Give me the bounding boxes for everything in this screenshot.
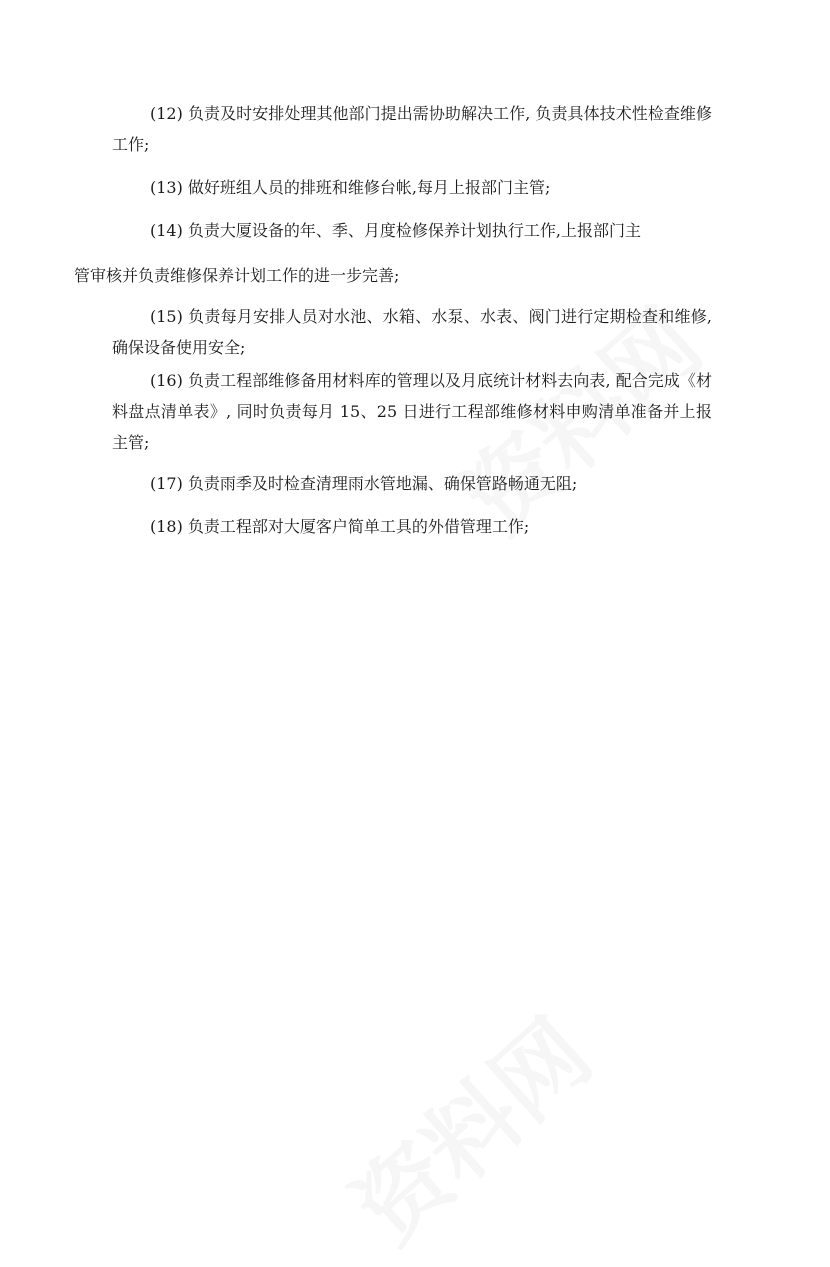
paragraph-15: (15) 负责每月安排人员对水池、水箱、水泵、水表、阀门进行定期检查和维修,确保设备使用安全; — [112, 307, 712, 357]
paragraph-14 — [74, 215, 712, 291]
paragraph-16: (16) 负责工程部维修备用材料库的管理以及月底统计材料去向表, 配合完成《材料盘点清单表》, 同时负责每月 15、25 日进行工程部维修材料申购清单准备并上报主管; — [112, 371, 712, 452]
paragraph-14-line-2: 管审核并负责维修保养计划工作的进一步完善; — [74, 266, 400, 285]
paragraph-18: (18) 负责工程部对大厦客户简单工具的外借管理工作; — [150, 517, 530, 536]
paragraph-14-line-1: (14) 负责大厦设备的年、季、月度检修保养计划执行工作,上报部门主 — [150, 221, 642, 240]
watermark — [321, 985, 614, 1267]
paragraph-12: (12) 负责及时安排处理其他部门提出需协助解决工作, 负责具体技术性检查维修工作; — [112, 104, 712, 154]
paragraph-17: (17) 负责雨季及时检查清理雨水管地漏、确保管路畅通无阻; — [150, 474, 578, 493]
paragraph-13: (13) 做好班组人员的排班和维修台帐,每月上报部门主管; — [150, 178, 551, 197]
document-body — [74, 98, 712, 542]
